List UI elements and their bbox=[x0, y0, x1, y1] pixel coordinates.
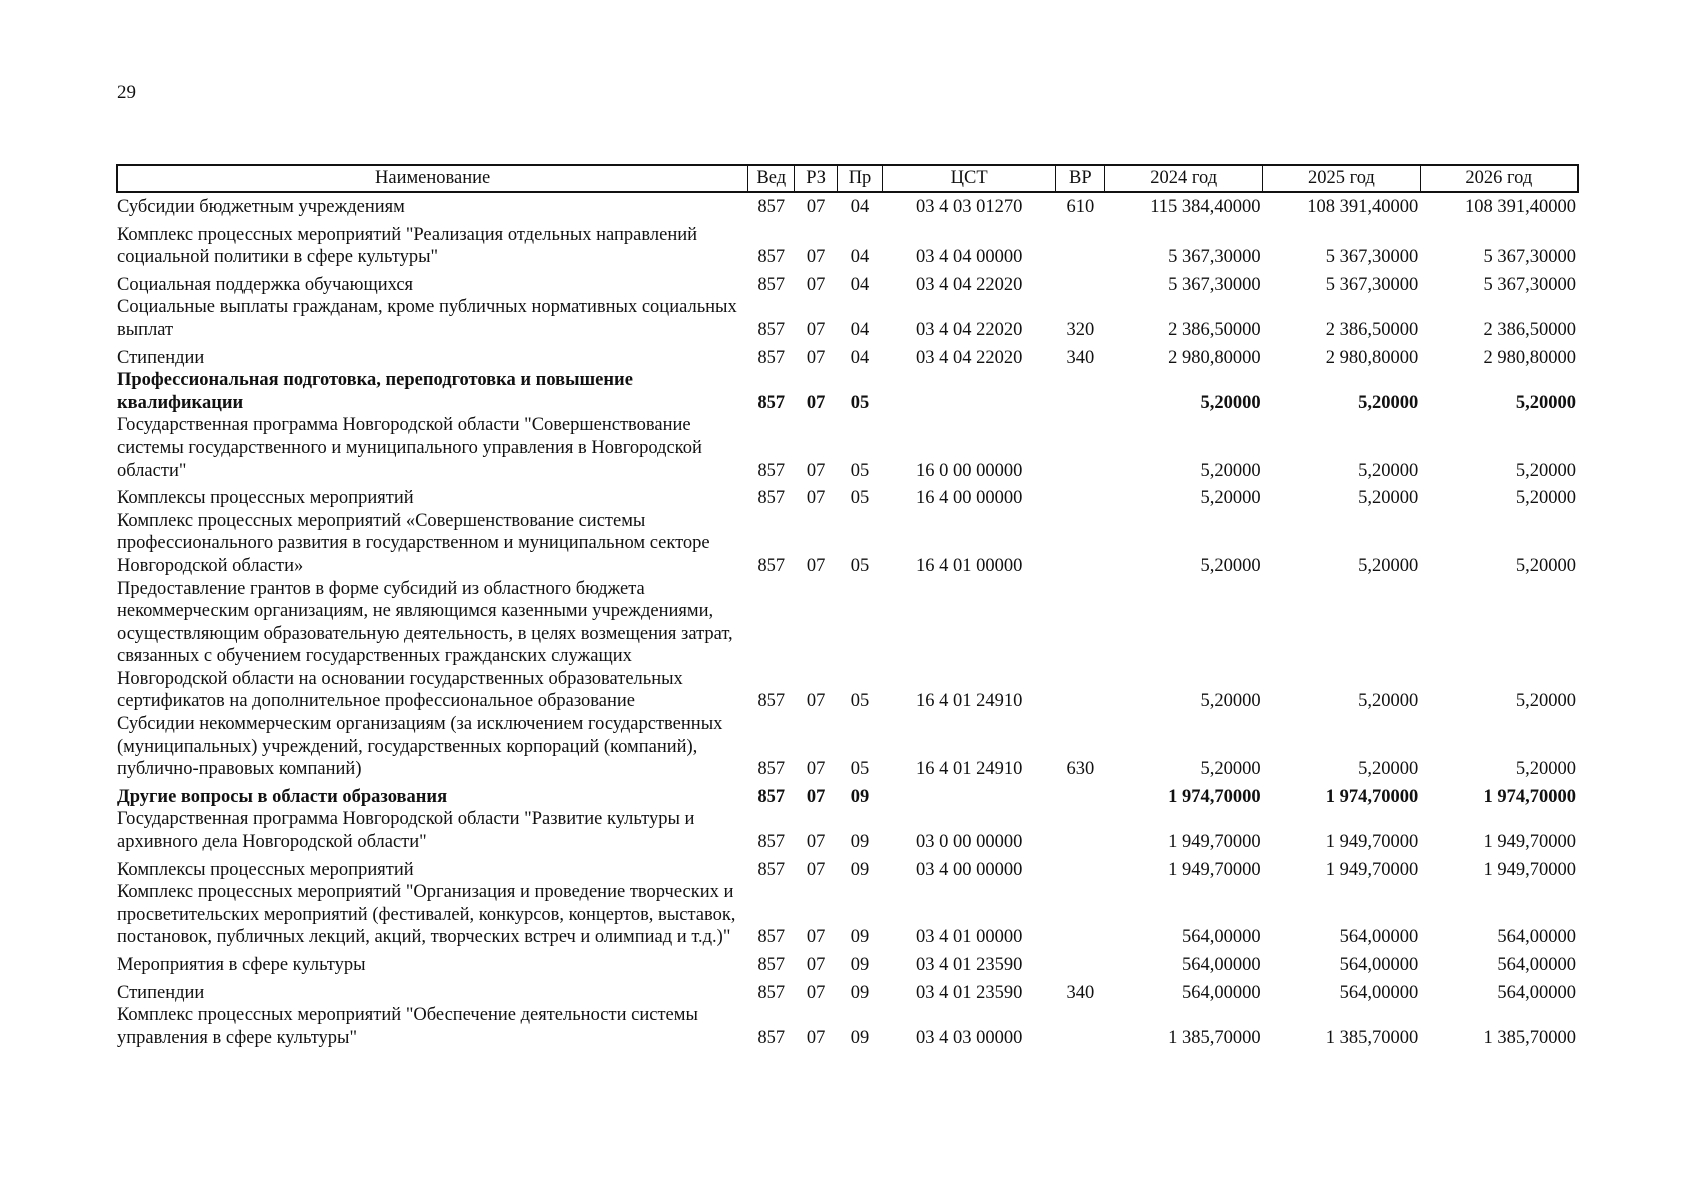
cell-rz: 07 bbox=[806, 460, 826, 481]
header-vr: ВР bbox=[1056, 165, 1105, 192]
cell-rz: 07 bbox=[806, 927, 826, 948]
cell-cst: 03 4 03 00000 bbox=[915, 1027, 1023, 1048]
cell-ved: 857 bbox=[757, 759, 786, 780]
table-row bbox=[117, 977, 1578, 1005]
cell-name: Комплекс процессных мероприятий "Обеспечение деятельности системы управления в сфере культуры" bbox=[117, 1005, 698, 1048]
cell-vr bbox=[1056, 949, 1105, 977]
cell-name: Социальные выплаты гражданам, кроме публичных нормативных социальных выплат bbox=[117, 297, 737, 340]
cell-2025: 5,20000 bbox=[1358, 392, 1419, 413]
cell-rz: 07 bbox=[806, 555, 826, 576]
cell-name: Комплекс процессных мероприятий "Организация и проведение творческих и просветительских мероприятий (фестивалей, конкурсов, концертов, выставок, постановок, публичных лекций, акций, творческих встреч и олимпиад и т.д.)" bbox=[117, 882, 736, 948]
cell-2024: 5,20000 bbox=[1200, 488, 1261, 509]
cell-vr: 320 bbox=[1066, 319, 1095, 340]
cell-name: Комплекс процессных мероприятий "Реализация отдельных направлений социальной политики в сфере культуры" bbox=[117, 224, 698, 268]
cell-cst: 03 4 04 00000 bbox=[915, 247, 1023, 268]
header-2024: 2024 год bbox=[1105, 165, 1263, 192]
cell-vr bbox=[1056, 414, 1105, 482]
cell-cst: 03 4 00 00000 bbox=[915, 859, 1023, 880]
cell-cst: 16 4 01 24910 bbox=[915, 691, 1023, 712]
cell-2025: 5 367,30000 bbox=[1325, 247, 1419, 268]
table-row bbox=[117, 854, 1578, 882]
cell-rz: 07 bbox=[806, 247, 826, 268]
cell-ved: 857 bbox=[757, 927, 786, 948]
cell-2024: 5,20000 bbox=[1200, 555, 1261, 576]
cell-2026: 1 949,70000 bbox=[1483, 832, 1576, 853]
header-pr: Пр bbox=[838, 165, 883, 192]
table-row bbox=[117, 482, 1578, 510]
cell-2024: 1 385,70000 bbox=[1168, 1027, 1261, 1048]
cell-name: Стипендии bbox=[117, 982, 205, 1003]
cell-rz: 07 bbox=[806, 274, 826, 295]
table-row bbox=[117, 219, 1578, 269]
cell-vr bbox=[1056, 510, 1105, 578]
cell-2025: 5,20000 bbox=[1358, 691, 1419, 712]
cell-2026: 5,20000 bbox=[1515, 555, 1576, 576]
table-row bbox=[117, 414, 1578, 482]
cell-name: Субсидии бюджетным учреждениям bbox=[117, 197, 405, 217]
cell-2025: 1 385,70000 bbox=[1325, 1027, 1419, 1048]
cell-cst: 03 4 01 23590 bbox=[915, 955, 1023, 975]
cell-2024: 5 367,30000 bbox=[1168, 274, 1261, 295]
cell-ved: 857 bbox=[757, 460, 786, 481]
cell-rz: 07 bbox=[806, 1027, 826, 1048]
cell-ved: 857 bbox=[757, 982, 786, 1003]
cell-2025: 1 974,70000 bbox=[1325, 786, 1419, 807]
cell-pr: 05 bbox=[850, 759, 870, 780]
budget-table bbox=[116, 164, 1579, 1049]
cell-cst: 16 4 01 00000 bbox=[915, 555, 1023, 576]
table-row bbox=[117, 369, 1578, 414]
cell-cst bbox=[882, 369, 1055, 414]
cell-2025: 564,00000 bbox=[1339, 927, 1419, 948]
cell-cst: 16 4 00 00000 bbox=[915, 488, 1023, 509]
cell-2024: 1 949,70000 bbox=[1168, 859, 1261, 880]
cell-name: Социальная поддержка обучающихся bbox=[117, 274, 414, 295]
cell-2024: 564,00000 bbox=[1181, 927, 1261, 948]
cell-2026: 2 386,50000 bbox=[1483, 319, 1576, 340]
cell-ved: 857 bbox=[757, 247, 786, 268]
cell-name: Другие вопросы в области образования bbox=[117, 786, 448, 807]
cell-vr bbox=[1056, 269, 1105, 297]
cell-pr: 05 bbox=[850, 392, 870, 413]
cell-vr bbox=[1056, 881, 1105, 949]
cell-2024: 5,20000 bbox=[1200, 759, 1261, 780]
cell-2024: 1 949,70000 bbox=[1168, 832, 1261, 853]
cell-ved: 857 bbox=[757, 955, 786, 975]
cell-vr bbox=[1056, 808, 1105, 853]
cell-rz: 07 bbox=[806, 691, 826, 712]
cell-name: Комплекс процессных мероприятий «Совершенствование системы профессионального развития в государственном и муниципальном секторе Новгородской области» bbox=[117, 510, 710, 576]
table-row bbox=[117, 510, 1578, 578]
cell-vr: 340 bbox=[1066, 982, 1095, 1003]
cell-cst: 03 0 00 00000 bbox=[915, 832, 1023, 853]
cell-vr bbox=[1056, 781, 1105, 809]
cell-pr: 05 bbox=[850, 488, 870, 509]
table-row bbox=[117, 1004, 1578, 1049]
cell-cst bbox=[882, 781, 1055, 809]
cell-ved: 857 bbox=[757, 488, 786, 509]
cell-cst: 03 4 01 00000 bbox=[915, 927, 1023, 948]
table-row bbox=[117, 269, 1578, 297]
cell-2026: 1 974,70000 bbox=[1483, 786, 1576, 807]
header-cst: ЦСТ bbox=[882, 165, 1055, 192]
cell-pr: 09 bbox=[850, 927, 870, 948]
cell-name: Предоставление грантов в форме субсидий из областного бюджета некоммерческим организациям, не являющимся казенными учреждениями, осуществляющим образовательную деятельность, в целях возмещения затрат, связанных с обучением государственных гражданских служащих Новгородской области на основании государственных образовательных сертификатов на дополнительное профессиональное образование bbox=[117, 578, 733, 712]
cell-ved: 857 bbox=[757, 786, 786, 807]
table-row bbox=[117, 192, 1578, 219]
cell-pr: 09 bbox=[850, 982, 870, 1003]
cell-ved: 857 bbox=[757, 319, 786, 340]
cell-pr: 04 bbox=[850, 319, 870, 340]
cell-name: Государственная программа Новгородской области "Совершенствование системы государственного и муниципального управления в Новгородской области" bbox=[117, 415, 702, 481]
cell-2024: 5,20000 bbox=[1200, 460, 1261, 481]
cell-rz: 07 bbox=[806, 392, 826, 413]
cell-2025: 564,00000 bbox=[1339, 982, 1419, 1003]
table-row bbox=[117, 296, 1578, 341]
table-header-row bbox=[117, 165, 1578, 192]
cell-pr: 05 bbox=[850, 460, 870, 481]
cell-2024: 1 974,70000 bbox=[1168, 786, 1261, 807]
cell-ved: 857 bbox=[757, 691, 786, 712]
cell-vr bbox=[1056, 578, 1105, 714]
cell-ved: 857 bbox=[757, 197, 786, 217]
cell-ved: 857 bbox=[757, 347, 786, 368]
cell-rz: 07 bbox=[806, 786, 826, 807]
cell-2026: 1 949,70000 bbox=[1483, 859, 1576, 880]
cell-vr bbox=[1056, 854, 1105, 882]
cell-2024: 5,20000 bbox=[1200, 691, 1261, 712]
cell-rz: 07 bbox=[806, 759, 826, 780]
cell-ved: 857 bbox=[757, 832, 786, 853]
cell-rz: 07 bbox=[806, 982, 826, 1003]
cell-pr: 09 bbox=[850, 955, 870, 975]
cell-cst: 03 4 04 22020 bbox=[915, 347, 1023, 368]
cell-cst: 16 0 00 00000 bbox=[915, 460, 1023, 481]
table-row bbox=[117, 781, 1578, 809]
cell-2024: 5,20000 bbox=[1200, 392, 1261, 413]
cell-vr: 630 bbox=[1066, 759, 1095, 780]
cell-cst: 03 4 04 22020 bbox=[915, 274, 1023, 295]
page-number: 29 bbox=[117, 82, 136, 103]
header-2026: 2026 год bbox=[1420, 165, 1578, 192]
table-row bbox=[117, 949, 1578, 977]
cell-2026: 564,00000 bbox=[1497, 955, 1576, 975]
table-row bbox=[117, 342, 1578, 370]
cell-rz: 07 bbox=[806, 197, 826, 217]
cell-2025: 5,20000 bbox=[1358, 488, 1419, 509]
cell-2026: 2 980,80000 bbox=[1483, 347, 1576, 368]
cell-2025: 2 386,50000 bbox=[1325, 319, 1419, 340]
cell-ved: 857 bbox=[757, 859, 786, 880]
cell-rz: 07 bbox=[806, 955, 826, 975]
cell-name: Стипендии bbox=[117, 347, 205, 368]
cell-ved: 857 bbox=[757, 274, 786, 295]
cell-vr: 610 bbox=[1066, 197, 1095, 217]
cell-2026: 5,20000 bbox=[1515, 460, 1576, 481]
header-rz: РЗ bbox=[795, 165, 838, 192]
cell-2026: 5,20000 bbox=[1515, 759, 1576, 780]
table-row bbox=[117, 578, 1578, 714]
cell-2026: 108 391,40000 bbox=[1465, 197, 1576, 217]
cell-2025: 5,20000 bbox=[1358, 555, 1419, 576]
cell-pr: 04 bbox=[850, 197, 870, 217]
table-row bbox=[117, 713, 1578, 781]
cell-2026: 5,20000 bbox=[1515, 691, 1576, 712]
cell-2024: 564,00000 bbox=[1181, 982, 1261, 1003]
cell-name: Комплексы процессных мероприятий bbox=[117, 859, 414, 880]
cell-pr: 09 bbox=[850, 1027, 870, 1048]
cell-2026: 5 367,30000 bbox=[1483, 274, 1576, 295]
cell-2024: 115 384,40000 bbox=[1150, 197, 1261, 217]
cell-2026: 5,20000 bbox=[1515, 488, 1576, 509]
cell-2025: 2 980,80000 bbox=[1325, 347, 1419, 368]
cell-2024: 2 980,80000 bbox=[1168, 347, 1261, 368]
cell-rz: 07 bbox=[806, 319, 826, 340]
cell-2026: 1 385,70000 bbox=[1483, 1027, 1576, 1048]
cell-ved: 857 bbox=[757, 392, 786, 413]
cell-vr bbox=[1056, 219, 1105, 269]
cell-pr: 04 bbox=[850, 274, 870, 295]
cell-pr: 04 bbox=[850, 247, 870, 268]
cell-2024: 2 386,50000 bbox=[1168, 319, 1261, 340]
cell-name: Субсидии некоммерческим организациям (за исключением государственных (муниципальных) учреждений, государственных корпораций (компаний), публично-правовых компаний) bbox=[117, 714, 723, 780]
cell-pr: 05 bbox=[850, 555, 870, 576]
table-row bbox=[117, 881, 1578, 949]
cell-vr bbox=[1056, 1004, 1105, 1049]
cell-name: Мероприятия в сфере культуры bbox=[117, 955, 366, 975]
cell-2026: 5 367,30000 bbox=[1483, 247, 1576, 268]
cell-2025: 108 391,40000 bbox=[1307, 197, 1419, 217]
cell-2024: 5 367,30000 bbox=[1168, 247, 1261, 268]
cell-vr bbox=[1056, 369, 1105, 414]
cell-ved: 857 bbox=[757, 555, 786, 576]
cell-cst: 03 4 03 01270 bbox=[915, 197, 1023, 217]
cell-ved: 857 bbox=[757, 1027, 786, 1048]
cell-2025: 5 367,30000 bbox=[1325, 274, 1419, 295]
cell-name: Комплексы процессных мероприятий bbox=[117, 488, 414, 509]
cell-pr: 09 bbox=[850, 832, 870, 853]
cell-cst: 03 4 04 22020 bbox=[915, 319, 1023, 340]
cell-2025: 564,00000 bbox=[1339, 955, 1419, 975]
cell-2025: 1 949,70000 bbox=[1325, 832, 1419, 853]
cell-rz: 07 bbox=[806, 347, 826, 368]
cell-cst: 03 4 01 23590 bbox=[915, 982, 1023, 1003]
cell-vr: 340 bbox=[1066, 347, 1095, 368]
cell-pr: 09 bbox=[850, 859, 870, 880]
header-ved: Вед bbox=[748, 165, 795, 192]
cell-rz: 07 bbox=[806, 488, 826, 509]
cell-2025: 5,20000 bbox=[1358, 460, 1419, 481]
cell-rz: 07 bbox=[806, 832, 826, 853]
cell-rz: 07 bbox=[806, 859, 826, 880]
cell-2024: 564,00000 bbox=[1181, 955, 1261, 975]
cell-2025: 1 949,70000 bbox=[1325, 859, 1419, 880]
table-body bbox=[117, 192, 1578, 1049]
cell-name: Государственная программа Новгородской области "Развитие культуры и архивного дела Новгородской области" bbox=[117, 809, 695, 853]
table-row bbox=[117, 808, 1578, 853]
header-2025: 2025 год bbox=[1263, 165, 1421, 192]
cell-pr: 05 bbox=[850, 691, 870, 712]
cell-name: Профессиональная подготовка, переподготовка и повышение квалификации bbox=[117, 370, 633, 413]
cell-2026: 564,00000 bbox=[1497, 982, 1576, 1003]
cell-pr: 04 bbox=[850, 347, 870, 368]
cell-2026: 564,00000 bbox=[1497, 927, 1576, 948]
cell-2025: 5,20000 bbox=[1358, 759, 1419, 780]
header-name: Наименование bbox=[117, 165, 748, 192]
cell-cst: 16 4 01 24910 bbox=[915, 759, 1023, 780]
cell-vr bbox=[1056, 482, 1105, 510]
cell-2026: 5,20000 bbox=[1515, 392, 1576, 413]
cell-pr: 09 bbox=[850, 786, 870, 807]
